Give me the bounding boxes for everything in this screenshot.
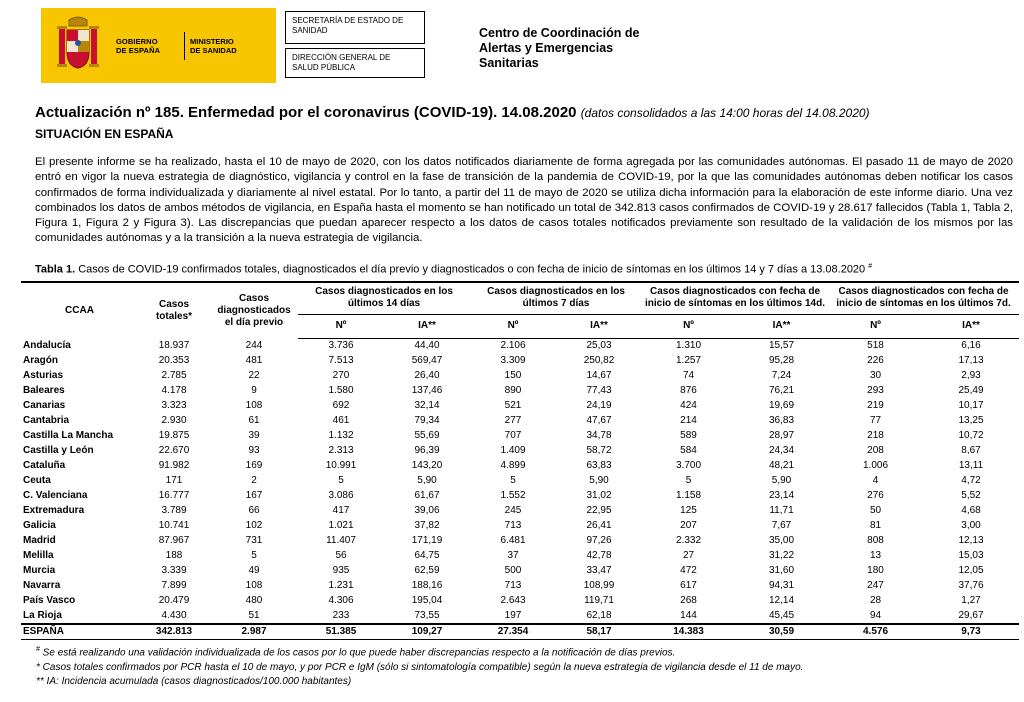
table-cell: 10,17 — [958, 399, 984, 411]
table-cell: 3.086 — [328, 489, 354, 501]
table-cell: 890 — [504, 384, 522, 396]
table-cell: 77 — [869, 414, 882, 426]
table-cell: 247 — [867, 580, 884, 592]
region-name: Asturias — [23, 369, 64, 381]
title-note: (datos consolidados a las 14:00 horas del 14.08.2020) — [580, 106, 870, 120]
table-cell: 876 — [680, 384, 697, 396]
region-name: Extremadura — [23, 505, 85, 517]
table-cell: 108 — [245, 580, 263, 592]
table-cell: 277 — [504, 414, 522, 426]
table-cell: 7.513 — [328, 354, 354, 366]
table-cell: 1,27 — [961, 595, 981, 607]
table-cell: 144 — [680, 609, 697, 621]
footnote-1: # Se está realizando una validación individualizada de los casos por lo que puede haber discrepancias respecto a la notificación de días previos. — [36, 646, 676, 659]
table-cell: 481 — [245, 354, 263, 366]
table-cell: 233 — [332, 609, 350, 621]
table-cell: 56 — [335, 550, 347, 562]
table-cell: 188,16 — [411, 580, 443, 592]
coat-of-arms-icon — [55, 16, 101, 76]
table-row — [21, 443, 1019, 458]
table-cell: 31,22 — [768, 550, 795, 562]
table-cell: 1.158 — [675, 489, 702, 501]
section-heading: SITUACIÓN EN ESPAÑA — [35, 127, 174, 141]
col-ia: IA** — [735, 314, 828, 338]
table-cell: 713 — [504, 520, 522, 532]
table-cell: 62,18 — [586, 609, 612, 621]
table-cell: 44,40 — [414, 339, 440, 351]
table-row — [21, 428, 1019, 443]
table-cell: 584 — [680, 444, 697, 456]
gov-label: GOBIERNO DE ESPAÑA — [116, 37, 161, 55]
table-cell: 518 — [867, 339, 884, 351]
direccion-box: DIRECCIÓN GENERAL DE SALUD PÚBLICA — [285, 48, 425, 78]
table-cell: 16.777 — [158, 489, 190, 501]
table-row — [21, 564, 1019, 579]
table-cell: 4.430 — [161, 609, 187, 621]
table-cell: 96,39 — [414, 444, 440, 456]
region-name: Castilla y León — [23, 444, 94, 456]
table-cell: 11.407 — [326, 535, 356, 547]
table-cell: 150 — [504, 369, 522, 381]
table-cell: 4,72 — [961, 474, 981, 486]
intro-paragraph: El presente informe se ha realizado, hasta el 10 de mayo de 2020, con los datos notificados diariamente de forma agregada por las comunidades autónomas. El pasado 11 de mayo de 2020 entró en vigor la nueva estrategia de diagnóstico, vigilancia y control en la fase de transición de la pandemia de COVID-19, por la que las comunidades autónomas deben notificar los casos confirmados de forma individualizada y diariamente al nivel estatal. Por lo tanto, a partir del 11 de mayo de 2020 se utiliza dicha información para la elaboración de este informe diario. Una vez combinados los datos de ambos métodos de vigilancia, en España hasta el momento se han notificado un total de 342.813 casos confirmados de COVID-19 y 28.617 fallecidos (Tabla 1, Tabla 2, Figura 1, Figura 2 y Figura 3). Las discrepancias que puedan aparecer respecto a los datos de casos totales notificados previamente son resultado de la validación de los mismos por las comunidades autónomas y a la transición a la nueva estrategia de vigilancia. — [35, 156, 1013, 245]
secretaria-box: SECRETARÍA DE ESTADO DE SANIDAD — [285, 11, 425, 44]
total-row — [21, 624, 1019, 640]
center-title: Centro de Coordinación de Alertas y Emergencias Sanitarias — [479, 26, 640, 70]
table-cell: 125 — [680, 505, 697, 517]
table-cell: 10,72 — [958, 429, 984, 441]
table-cell: 276 — [867, 489, 884, 501]
table-row — [21, 594, 1019, 609]
table-cell: 214 — [680, 414, 697, 426]
table-row — [21, 534, 1019, 549]
table-cell: 270 — [332, 369, 350, 381]
table-cell: 500 — [504, 565, 522, 577]
table-cell: 87.967 — [158, 535, 190, 547]
total-cell: 58,17 — [556, 624, 642, 640]
table-cell: 207 — [680, 520, 697, 532]
ministry-label: MINISTERIO DE SANIDAD — [190, 37, 237, 55]
table-cell: 5 — [510, 474, 516, 486]
table-cell: 935 — [332, 565, 350, 577]
col-sint-14d: Casos diagnosticados con fecha de inicio de síntomas en los últimos 14d. — [642, 282, 828, 314]
table-row — [21, 579, 1019, 594]
table-cell: 12,14 — [768, 595, 795, 607]
table-caption: Tabla 1. Casos de COVID-19 confirmados totales, diagnosticados el día previo y diagnosticados o con fecha de inicio de síntomas en los últimos 14 y 7 días a 13.08.2020 # — [35, 263, 873, 276]
footnote-2: * Casos totales confirmados por PCR hasta el 10 de mayo, y por PCR e IgM (sólo si sintomatología compatible) según la nueva estrategia de vigilancia desde el 11 de mayo. — [36, 661, 804, 673]
table-cell: 93 — [248, 444, 260, 456]
table-cell: 76,21 — [768, 384, 795, 396]
table-cell: 15,57 — [768, 339, 795, 351]
table-cell: 91.982 — [158, 459, 190, 471]
table-cell: 37,76 — [958, 580, 984, 592]
table-cell: 1.580 — [328, 384, 354, 396]
table-cell: 167 — [245, 489, 263, 501]
region-name: Ceuta — [23, 474, 51, 486]
region-name: La Rioja — [23, 609, 62, 621]
footnotes — [36, 643, 803, 690]
table-cell: 20.353 — [158, 354, 190, 366]
table-cell: 39,06 — [414, 505, 440, 517]
table-cell: 24,19 — [586, 399, 612, 411]
table-cell: 293 — [867, 384, 884, 396]
footnote-3: ** IA: Incidencia acumulada (casos diagnosticados/100.000 habitantes) — [36, 676, 352, 688]
table-row — [21, 549, 1019, 564]
table-cell: 180 — [867, 565, 884, 577]
table-cell: 66 — [248, 505, 260, 517]
table-cell: 5 — [685, 474, 692, 486]
table-cell: 3.309 — [500, 354, 526, 366]
table-cell: 197 — [504, 609, 522, 621]
table-cell: 25,03 — [586, 339, 612, 351]
total-cell: 109,27 — [384, 624, 470, 640]
table-cell: 208 — [867, 444, 884, 456]
table-cell: 1.231 — [328, 580, 354, 592]
region-name: Cantabria — [23, 414, 70, 426]
table-row — [21, 413, 1019, 428]
table-cell: 5 — [338, 474, 344, 486]
table-row — [21, 458, 1019, 473]
table-cell: 169 — [245, 459, 263, 471]
table-cell: 808 — [867, 535, 884, 547]
table-cell: 102 — [245, 520, 263, 532]
col-totales: Casos totales* — [155, 298, 193, 322]
covid-table — [21, 281, 1019, 640]
table-cell: 1.021 — [328, 520, 354, 532]
total-label: ESPAÑA — [21, 624, 138, 640]
table-cell: 12,13 — [958, 535, 984, 547]
table-cell: 1.132 — [328, 429, 354, 441]
table-cell: 108,99 — [583, 580, 615, 592]
table-cell: 31,60 — [768, 565, 795, 577]
government-logo-block — [41, 8, 276, 83]
table-row — [21, 473, 1019, 488]
table-cell: 3.339 — [161, 565, 187, 577]
table-cell: 3,00 — [961, 520, 981, 532]
table-row — [21, 368, 1019, 383]
table-cell: 79,34 — [414, 414, 440, 426]
region-name: Canarias — [23, 399, 66, 411]
table-cell: 36,83 — [768, 414, 795, 426]
region-name: Castilla La Mancha — [23, 429, 114, 441]
table-cell: 10.741 — [158, 520, 190, 532]
table-cell: 17,13 — [958, 354, 984, 366]
table-cell: 424 — [680, 399, 697, 411]
region-name: Navarra — [23, 580, 61, 592]
table-cell: 195,04 — [411, 595, 443, 607]
table-cell: 29,67 — [958, 609, 984, 621]
table-cell: 58,72 — [586, 444, 612, 456]
region-name: Andalucía — [23, 339, 71, 351]
table-cell: 37 — [507, 550, 519, 562]
table-cell: 5,90 — [589, 474, 609, 486]
col-7d: Casos diagnosticados en los últimos 7 días — [470, 282, 642, 314]
table-cell: 2 — [251, 474, 257, 486]
col-previo: Casos diagnosticados el día previo — [217, 292, 291, 328]
table-cell: 25,49 — [958, 384, 984, 396]
table-cell: 51 — [248, 609, 260, 621]
table-cell: 2.332 — [675, 535, 702, 547]
table-cell: 3.736 — [328, 339, 354, 351]
region-name: Galicia — [23, 520, 56, 532]
col-ccaa: CCAA — [65, 304, 94, 316]
total-cell: 342.813 — [138, 624, 210, 640]
table-cell: 26,41 — [586, 520, 612, 532]
total-cell: 2.987 — [210, 624, 298, 640]
table-row — [21, 353, 1019, 368]
table-cell: 3.700 — [675, 459, 702, 471]
col-sint-7d: Casos diagnosticados con fecha de inicio de síntomas en los últimos 7d. — [828, 282, 1019, 314]
table-cell: 569,47 — [411, 354, 443, 366]
table-cell: 64,75 — [414, 550, 440, 562]
region-name: Madrid — [23, 535, 56, 547]
table-cell: 707 — [504, 429, 522, 441]
col-n: Nº — [828, 314, 923, 338]
col-n: Nº — [298, 314, 384, 338]
table-cell: 4.178 — [161, 384, 187, 396]
table-cell: 3.789 — [161, 505, 187, 517]
table-cell: 244 — [245, 339, 263, 351]
table-row — [21, 338, 1019, 353]
table-cell: 94,31 — [768, 580, 795, 592]
table-cell: 245 — [504, 505, 522, 517]
table-cell: 30 — [869, 369, 882, 381]
table-cell: 19,69 — [768, 399, 795, 411]
col-14d: Casos diagnosticados en los últimos 14 días — [298, 282, 470, 314]
table-cell: 713 — [504, 580, 522, 592]
table-cell: 4.899 — [500, 459, 526, 471]
table-cell: 34,78 — [586, 429, 612, 441]
table-cell: 22 — [248, 369, 260, 381]
table-cell: 472 — [680, 565, 697, 577]
total-cell: 27.354 — [470, 624, 556, 640]
table-cell: 7,67 — [771, 520, 792, 532]
col-n: Nº — [470, 314, 556, 338]
table-cell: 171,19 — [411, 535, 443, 547]
table-cell: 5,90 — [417, 474, 437, 486]
table-cell: 137,46 — [411, 384, 443, 396]
table-cell: 39 — [248, 429, 260, 441]
table-cell: 1.552 — [500, 489, 526, 501]
table-cell: 15,03 — [958, 550, 984, 562]
table-cell: 48,21 — [768, 459, 795, 471]
table-row — [21, 519, 1019, 534]
table-cell: 6.481 — [500, 535, 526, 547]
table-cell: 28,97 — [768, 429, 795, 441]
total-cell: 51.385 — [298, 624, 384, 640]
table-cell: 74 — [682, 369, 695, 381]
table-cell: 31,02 — [586, 489, 612, 501]
table-cell: 32,14 — [414, 399, 440, 411]
table-cell: 49 — [248, 565, 260, 577]
table-cell: 62,59 — [414, 565, 440, 577]
table-cell: 6,16 — [961, 339, 981, 351]
table-cell: 97,26 — [586, 535, 612, 547]
table-cell: 13 — [869, 550, 882, 562]
table-row — [21, 383, 1019, 398]
region-name: País Vasco — [23, 595, 76, 607]
table-cell: 13,11 — [958, 459, 984, 471]
table-cell: 61,67 — [414, 489, 440, 501]
col-ia: IA** — [384, 314, 470, 338]
table-cell: 28 — [869, 595, 882, 607]
table-cell: 22.670 — [158, 444, 190, 456]
col-ia: IA** — [923, 314, 1019, 338]
table-cell: 13,25 — [958, 414, 984, 426]
table-cell: 1.006 — [862, 459, 889, 471]
table-cell: 417 — [332, 505, 350, 517]
table-cell: 617 — [680, 580, 697, 592]
table-cell: 1.310 — [675, 339, 702, 351]
table-cell: 81 — [869, 520, 882, 532]
table-cell: 12,05 — [958, 565, 984, 577]
col-n: Nº — [642, 314, 735, 338]
logo-divider — [184, 32, 185, 60]
table-row — [21, 609, 1019, 624]
table-cell: 5,52 — [961, 489, 981, 501]
table-cell: 26,40 — [414, 369, 440, 381]
table-cell: 45,45 — [768, 609, 795, 621]
table-cell: 3.323 — [161, 399, 187, 411]
table-cell: 18.937 — [158, 339, 190, 351]
table-cell: 589 — [680, 429, 697, 441]
table-row — [21, 398, 1019, 413]
table-cell: 20.479 — [158, 595, 190, 607]
table-cell: 8,67 — [961, 444, 981, 456]
table-cell: 219 — [867, 399, 884, 411]
table-cell: 47,67 — [586, 414, 612, 426]
table-cell: 4 — [872, 474, 879, 486]
table-cell: 692 — [332, 399, 350, 411]
table-cell: 5,90 — [771, 474, 792, 486]
table-cell: 19.875 — [158, 429, 190, 441]
region-name: Aragón — [23, 354, 58, 366]
table-body — [21, 338, 1019, 639]
table-cell: 55,69 — [414, 429, 440, 441]
table-cell: 2,93 — [961, 369, 981, 381]
table-cell: 250,82 — [583, 354, 615, 366]
table-cell: 23,14 — [768, 489, 795, 501]
col-ia: IA** — [556, 314, 642, 338]
table-cell: 2.643 — [500, 595, 526, 607]
region-name: Murcia — [23, 565, 56, 577]
table-cell: 480 — [245, 595, 263, 607]
total-cell: 14.383 — [642, 624, 735, 640]
region-name: Baleares — [23, 384, 65, 396]
table-cell: 95,28 — [768, 354, 795, 366]
table-cell: 1.257 — [675, 354, 702, 366]
table-cell: 5 — [251, 550, 257, 562]
table-cell: 4.306 — [328, 595, 354, 607]
table-cell: 14,67 — [586, 369, 612, 381]
table-row — [21, 488, 1019, 503]
table-cell: 521 — [504, 399, 522, 411]
table-cell: 50 — [869, 505, 882, 517]
table-cell: 77,43 — [586, 384, 612, 396]
table-cell: 73,55 — [414, 609, 440, 621]
table-cell: 11,71 — [769, 505, 794, 517]
table-cell: 61 — [248, 414, 260, 426]
table-row — [21, 504, 1019, 519]
table-cell: 24,34 — [768, 444, 795, 456]
table-cell: 1.409 — [500, 444, 526, 456]
table-cell: 2.313 — [328, 444, 354, 456]
total-cell: 30,59 — [735, 624, 828, 640]
table-cell: 4,68 — [961, 505, 981, 517]
table-cell: 9 — [251, 384, 257, 396]
table-cell: 94 — [869, 609, 882, 621]
table-cell: 119,71 — [584, 595, 614, 607]
table-cell: 33,47 — [586, 565, 612, 577]
table-cell: 226 — [867, 354, 884, 366]
region-name: Melilla — [23, 550, 54, 562]
table-cell: 461 — [332, 414, 350, 426]
table-cell: 218 — [867, 429, 884, 441]
table-cell: 2.106 — [500, 339, 526, 351]
region-name: C. Valenciana — [23, 489, 88, 501]
table-cell: 35,00 — [768, 535, 795, 547]
document-title: Actualización nº 185. Enfermedad por el coronavirus (COVID-19). 14.08.2020 (datos consolidados a las 14:00 horas del 14.08.2020) — [35, 104, 870, 121]
table-cell: 7,24 — [771, 369, 792, 381]
table-cell: 42,78 — [586, 550, 612, 562]
table-cell: 268 — [680, 595, 697, 607]
table-cell: 10.991 — [325, 459, 357, 471]
table-cell: 171 — [165, 474, 183, 486]
region-name: Cataluña — [23, 459, 66, 471]
table-cell: 27 — [682, 550, 695, 562]
table-cell: 63,83 — [586, 459, 612, 471]
total-cell: 4.576 — [828, 624, 923, 640]
table-cell: 143,20 — [411, 459, 443, 471]
table-cell: 108 — [245, 399, 263, 411]
table-cell: 731 — [245, 535, 263, 547]
table-cell: 7.899 — [161, 580, 187, 592]
table-cell: 22,95 — [586, 505, 612, 517]
table-cell: 188 — [165, 550, 183, 562]
table-cell: 37,82 — [414, 520, 440, 532]
total-cell: 9,73 — [923, 624, 1019, 640]
table-cell: 2.930 — [161, 414, 187, 426]
table-cell: 2.785 — [161, 369, 187, 381]
